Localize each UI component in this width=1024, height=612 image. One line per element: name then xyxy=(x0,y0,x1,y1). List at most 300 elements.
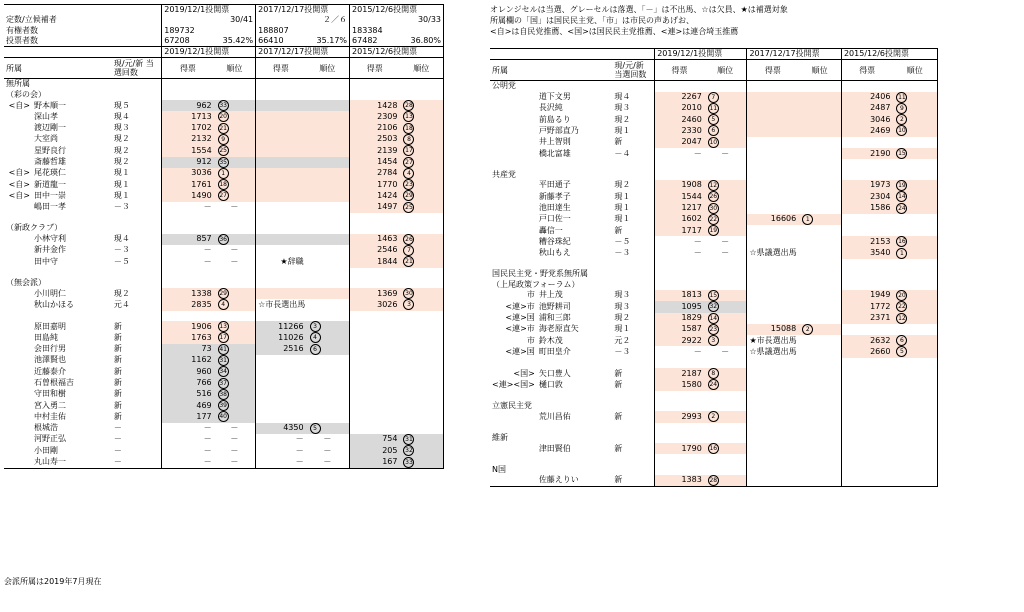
stats-value xyxy=(214,26,256,36)
rank-cell xyxy=(892,203,937,214)
stats-label: 有権者数 xyxy=(6,25,38,35)
vote-count: － xyxy=(256,457,306,469)
vote-count: － xyxy=(256,445,306,456)
vote-count: 1587 xyxy=(655,324,704,335)
vote-count xyxy=(256,157,306,168)
rank-cell: － xyxy=(323,434,332,444)
vote-count: 2660 xyxy=(841,346,892,357)
candidate-name: 河野正弘 xyxy=(33,434,66,444)
rank-cell xyxy=(399,434,443,445)
rank-cell xyxy=(704,411,747,422)
rank-cell xyxy=(306,190,350,201)
candidate-name: 佐藤えりい xyxy=(537,475,613,487)
rank-cell xyxy=(798,443,841,454)
rank-cell xyxy=(399,245,443,256)
rank-cell: － xyxy=(230,445,239,455)
blank-cell xyxy=(350,79,400,90)
blank-cell xyxy=(841,391,892,401)
vote-count: 2460 xyxy=(655,114,704,125)
endorsement-prefix xyxy=(4,355,32,366)
rank-cell xyxy=(306,100,350,111)
rank-badge: 33 xyxy=(219,102,227,110)
vote-count: 1829 xyxy=(655,313,704,324)
rank-badge: 5 xyxy=(310,423,321,434)
year-header: 2017/12/17投開票 xyxy=(256,47,350,58)
rank-cell: － xyxy=(721,346,730,356)
endorsement-prefix xyxy=(490,114,537,125)
vote-count: 754 xyxy=(350,434,400,445)
blank-cell xyxy=(798,280,841,290)
year-header: 2019/12/1投開票 xyxy=(655,49,747,60)
blank-cell xyxy=(655,433,704,443)
vote-count: 205 xyxy=(350,445,400,456)
incumbency-status: 現３ xyxy=(614,301,631,311)
vote-count: 2132 xyxy=(162,134,214,145)
vote-count: 2106 xyxy=(350,123,400,134)
rank-cell xyxy=(399,256,443,267)
rank-badge: 36 xyxy=(219,235,227,243)
blank-cell xyxy=(747,269,798,279)
status-header: 現/元/新 当選回数 xyxy=(612,60,654,81)
rank-badge: 27 xyxy=(405,158,413,166)
blank-cell xyxy=(798,401,841,411)
blank-cell xyxy=(350,223,400,233)
vote-count: 1772 xyxy=(841,301,892,312)
rank-badge: 32 xyxy=(405,447,413,455)
vote-count: 1217 xyxy=(655,203,704,214)
candidate-row xyxy=(490,225,938,236)
blank-cell xyxy=(747,433,798,443)
rank-badge: 23 xyxy=(709,325,718,333)
rank-header: 順位 xyxy=(704,60,747,81)
candidate-row xyxy=(490,125,938,136)
candidate-row xyxy=(4,411,444,422)
candidate-name: 戸口佐一 xyxy=(538,214,571,224)
endorsement-prefix xyxy=(490,443,537,454)
blank-cell xyxy=(655,170,704,180)
right-results-table xyxy=(490,48,938,487)
rank-cell xyxy=(798,103,841,114)
vote-count: 2516 xyxy=(256,344,306,355)
rank-badge: 22 xyxy=(709,215,718,223)
blank-cell xyxy=(655,465,704,475)
incumbency-status: －５ xyxy=(113,256,130,266)
vote-count xyxy=(841,411,892,422)
stats-label: 投票者数 xyxy=(4,36,162,47)
blank-cell xyxy=(256,90,306,100)
affiliation-header: 所属 xyxy=(4,58,112,79)
group-label: （新政クラブ） xyxy=(6,223,63,233)
vote-count: 1338 xyxy=(162,288,214,299)
rank-cell xyxy=(214,389,256,400)
vote-count xyxy=(256,202,306,213)
vote-count: 2267 xyxy=(655,92,704,103)
incumbency-status: －３ xyxy=(113,202,130,212)
vote-count: 857 xyxy=(162,234,214,245)
vote-count: 1162 xyxy=(162,355,214,366)
blank-cell xyxy=(892,465,937,475)
vote-count xyxy=(747,443,798,454)
vote-count xyxy=(841,214,892,225)
spacer-row xyxy=(490,259,938,269)
vote-count xyxy=(256,168,306,179)
rank-cell xyxy=(892,125,937,136)
candidate-row xyxy=(490,214,938,225)
vote-count: ★市長選出馬 xyxy=(747,335,841,346)
rank-badge: 16 xyxy=(898,238,906,246)
blank-cell xyxy=(612,423,654,433)
endorsement-prefix: <連>市 xyxy=(505,324,535,334)
vote-count: 1973 xyxy=(841,180,892,191)
rank-cell xyxy=(704,324,747,335)
rank-cell xyxy=(399,202,443,213)
blank-cell xyxy=(214,223,256,233)
endorsement-prefix xyxy=(4,256,32,267)
blank-cell xyxy=(841,454,892,464)
legend-note: 所属欄の「国」は国民民主党、「市」は市民の声あげお、 xyxy=(490,16,694,25)
vote-count: 2309 xyxy=(350,111,400,122)
blank-cell xyxy=(655,269,704,279)
rank-cell xyxy=(798,379,841,390)
vote-count xyxy=(747,92,798,103)
rank-cell xyxy=(214,111,256,122)
candidate-name: 轟信一 xyxy=(538,225,563,235)
blank-cell xyxy=(655,391,704,401)
candidate-row xyxy=(490,236,938,247)
incumbency-status: 新 xyxy=(113,411,122,421)
endorsement-prefix: <連><国> xyxy=(492,379,535,389)
candidate-name: 津田賢伯 xyxy=(538,443,571,453)
vote-count: 2330 xyxy=(655,125,704,136)
incumbency-status: 新 xyxy=(113,344,122,354)
blank-cell xyxy=(704,159,747,169)
group-label: （無会派） xyxy=(6,277,46,287)
rank-cell xyxy=(892,290,937,301)
incumbency-status: 現３ xyxy=(614,103,631,113)
blank-cell xyxy=(892,401,937,411)
blank-cell xyxy=(32,268,112,278)
rank-badge: 17 xyxy=(405,147,413,155)
incumbency-status: 現１ xyxy=(614,191,631,201)
vote-count: 11266 xyxy=(256,321,306,332)
vote-count xyxy=(256,100,306,111)
endorsement-prefix xyxy=(490,225,537,236)
vote-count: － xyxy=(655,148,704,159)
blank-cell xyxy=(841,401,892,411)
rank-cell xyxy=(399,400,443,411)
candidate-row xyxy=(4,423,444,434)
blank-cell xyxy=(892,433,937,443)
blank-cell xyxy=(655,259,704,269)
candidate-row xyxy=(4,299,444,310)
rank-badge: 25 xyxy=(405,203,413,211)
vote-count: － xyxy=(655,346,704,357)
incumbency-status: 元４ xyxy=(113,299,130,309)
rank-cell xyxy=(214,366,256,377)
vote-count xyxy=(256,389,306,400)
rank-badge: 12 xyxy=(898,314,906,322)
endorsement-prefix xyxy=(4,157,32,168)
blank-cell xyxy=(841,358,892,368)
vote-count: － xyxy=(162,445,214,456)
vote-count: 15088 xyxy=(747,324,798,335)
rank-cell xyxy=(798,324,841,335)
candidate-name: 守田和樹 xyxy=(33,389,66,399)
blank-cell xyxy=(306,79,350,90)
rank-badge: 32 xyxy=(709,303,718,311)
candidate-row xyxy=(4,100,444,111)
blank-cell xyxy=(490,423,537,433)
rank-badge: 2 xyxy=(896,114,907,125)
blank-cell xyxy=(841,465,892,475)
rank-badge: 11 xyxy=(709,104,718,112)
endorsement-prefix: <自> xyxy=(8,179,30,189)
candidate-name: 野本順一 xyxy=(33,100,66,110)
endorsement-prefix xyxy=(4,202,32,213)
rank-badge: 18 xyxy=(405,124,413,132)
blank-cell xyxy=(399,79,443,90)
candidate-name: 新藤孝子 xyxy=(538,191,571,201)
blank-cell xyxy=(32,311,112,321)
candidate-row xyxy=(4,321,444,332)
year-header-row xyxy=(4,47,444,58)
rank-badge: 35 xyxy=(219,158,227,166)
year-header: 2015/12/6投開票 xyxy=(841,49,937,60)
blank-cell xyxy=(490,454,537,464)
vote-count: 167 xyxy=(350,457,400,469)
year-header: 2015/12/6投開票 xyxy=(350,5,444,16)
incumbency-status: 現２ xyxy=(113,134,130,144)
vote-count xyxy=(747,368,798,379)
candidate-row xyxy=(490,290,938,301)
vote-count: 2304 xyxy=(841,191,892,202)
vote-count: － xyxy=(256,434,306,445)
blank-cell xyxy=(399,278,443,288)
vote-count xyxy=(256,134,306,145)
blank-cell xyxy=(214,311,256,321)
rank-badge: 31 xyxy=(405,435,413,443)
candidate-name: 平田通子 xyxy=(538,180,571,190)
rank-cell xyxy=(892,301,937,312)
rank-cell xyxy=(306,111,350,122)
rank-badge: 3 xyxy=(310,321,321,332)
blank-cell xyxy=(704,391,747,401)
group-label: 国民民主党・野党系無所属 xyxy=(492,269,588,279)
blank-cell xyxy=(490,391,537,401)
candidate-row xyxy=(4,190,444,201)
blank-cell xyxy=(306,268,350,278)
blank-cell xyxy=(399,268,443,278)
candidate-name: 樋口敦 xyxy=(538,379,563,389)
group-label: 立憲民主党 xyxy=(492,400,532,410)
stats-value: 183384 xyxy=(350,26,400,36)
rank-badge: 5 xyxy=(708,114,719,125)
vote-count: － xyxy=(162,457,214,469)
vote-count xyxy=(350,411,400,422)
blank-cell xyxy=(747,170,798,180)
rank-badge: 5 xyxy=(896,346,907,357)
blank-cell xyxy=(704,454,747,464)
stats-value: 66410 xyxy=(256,36,306,47)
vote-count xyxy=(747,148,798,159)
rank-cell xyxy=(399,389,443,400)
candidate-name: 前島るり xyxy=(538,114,571,124)
endorsement-prefix xyxy=(490,475,537,487)
vote-count: 1580 xyxy=(655,379,704,390)
rank-cell xyxy=(214,179,256,190)
rank-cell: － xyxy=(721,148,730,158)
vote-count: 2187 xyxy=(655,368,704,379)
rank-cell xyxy=(306,134,350,145)
rank-badge: 29 xyxy=(405,192,413,200)
footnote: 会派所属は2019年7月現在 xyxy=(4,577,102,586)
blank-cell xyxy=(892,454,937,464)
incumbency-status: 元２ xyxy=(614,335,631,345)
incumbency-status: 現３ xyxy=(614,290,631,300)
rank-cell xyxy=(798,214,841,225)
blank-cell xyxy=(306,311,350,321)
vote-count: － xyxy=(162,256,214,267)
vote-count xyxy=(350,332,400,343)
incumbency-status: －３ xyxy=(113,245,130,255)
rank-cell xyxy=(306,400,350,411)
rank-cell xyxy=(892,103,937,114)
candidate-row xyxy=(4,202,444,213)
candidate-name: 秋山かほる xyxy=(33,299,74,309)
blank-cell xyxy=(490,49,537,60)
endorsement-prefix: <自> xyxy=(8,190,30,200)
blank-cell xyxy=(350,268,400,278)
candidate-row xyxy=(4,445,444,456)
rank-cell xyxy=(892,379,937,390)
group-label: 共産党 xyxy=(492,169,516,179)
rank-cell xyxy=(306,245,350,256)
rank-badge: 25 xyxy=(219,147,227,155)
candidate-row xyxy=(490,191,938,202)
rank-header: 順位 xyxy=(892,60,937,81)
blank-cell xyxy=(747,465,798,475)
endorsement-prefix xyxy=(4,434,32,445)
rank-cell xyxy=(399,457,443,469)
incumbency-status: 新 xyxy=(614,411,623,421)
blank-cell xyxy=(256,278,306,288)
affiliation-header: 所属 xyxy=(490,60,612,81)
rank-cell xyxy=(306,179,350,190)
rank-cell xyxy=(798,475,841,487)
rank-cell: － xyxy=(721,248,730,258)
blank-cell xyxy=(537,259,613,269)
stats-value: 67208 xyxy=(162,36,214,47)
rank-cell xyxy=(798,125,841,136)
blank-cell xyxy=(704,433,747,443)
candidate-row xyxy=(4,134,444,145)
rank-badge: 20 xyxy=(898,291,906,299)
blank-cell xyxy=(704,170,747,180)
rank-cell xyxy=(399,445,443,456)
rank-cell xyxy=(306,321,350,332)
vote-count xyxy=(256,190,306,201)
rank-badge: 2 xyxy=(802,324,813,335)
candidate-name: 丸山寿一 xyxy=(32,457,112,469)
rank-badge: 37 xyxy=(219,379,227,387)
blank-cell xyxy=(537,159,613,169)
vote-count: 2153 xyxy=(841,236,892,247)
blank-cell xyxy=(612,259,654,269)
vote-count xyxy=(350,366,400,377)
vote-count: 766 xyxy=(162,378,214,389)
candidate-row xyxy=(4,355,444,366)
rank-cell xyxy=(214,344,256,355)
candidate-row xyxy=(490,324,938,335)
rank-cell xyxy=(399,145,443,156)
blank-cell xyxy=(612,454,654,464)
vote-count xyxy=(841,443,892,454)
endorsement-prefix xyxy=(4,245,32,256)
year-header: 2017/12/17投開票 xyxy=(747,49,841,60)
blank-cell xyxy=(256,213,306,223)
incumbency-status: 現１ xyxy=(614,203,631,213)
rank-cell: － xyxy=(230,434,239,444)
endorsement-prefix xyxy=(4,234,32,245)
blank-cell xyxy=(747,280,798,290)
rank-cell xyxy=(704,290,747,301)
incumbency-status: 現４ xyxy=(614,92,631,102)
blank-cell xyxy=(798,454,841,464)
blank-cell xyxy=(162,268,214,278)
rank-cell xyxy=(798,301,841,312)
candidate-name: 田中一崇 xyxy=(33,190,66,200)
vote-count: 4350 xyxy=(256,423,306,434)
blank-cell xyxy=(798,259,841,269)
rank-cell xyxy=(704,443,747,454)
spacer-row xyxy=(490,159,938,169)
rank-cell xyxy=(399,299,443,310)
rank-badge: 7 xyxy=(403,245,414,256)
candidate-name: 原田嘉明 xyxy=(33,321,66,331)
incumbency-status: 新 xyxy=(614,379,623,389)
candidate-row xyxy=(490,313,938,324)
vote-count: 2190 xyxy=(841,148,892,159)
vote-count: 16606 xyxy=(747,214,798,225)
rank-cell: － xyxy=(230,423,239,433)
candidate-name: 深山孝 xyxy=(33,111,58,121)
blank-cell xyxy=(490,358,537,368)
rank-cell xyxy=(704,203,747,214)
rank-cell xyxy=(798,92,841,103)
group-row xyxy=(490,465,938,475)
rank-cell xyxy=(399,378,443,389)
rank-header: 順位 xyxy=(798,60,841,81)
rank-header: 順位 xyxy=(306,58,350,79)
vote-count: ☆県議選出馬 xyxy=(747,346,841,357)
rank-cell xyxy=(214,321,256,332)
blank-cell xyxy=(214,278,256,288)
rank-badge: 10 xyxy=(709,138,718,146)
vote-count: 1906 xyxy=(162,321,214,332)
blank-cell xyxy=(841,280,892,290)
incumbency-status: 新 xyxy=(612,475,654,487)
blank-cell xyxy=(350,213,400,223)
rank-cell xyxy=(214,190,256,201)
incumbency-status: 現３ xyxy=(113,123,130,133)
blank-cell xyxy=(214,268,256,278)
rank-badge: 11 xyxy=(898,93,906,101)
candidate-row xyxy=(490,346,938,357)
blank-cell xyxy=(612,391,654,401)
rank-cell xyxy=(798,137,841,148)
vote-count: 2784 xyxy=(350,168,400,179)
vote-count: 1770 xyxy=(350,179,400,190)
